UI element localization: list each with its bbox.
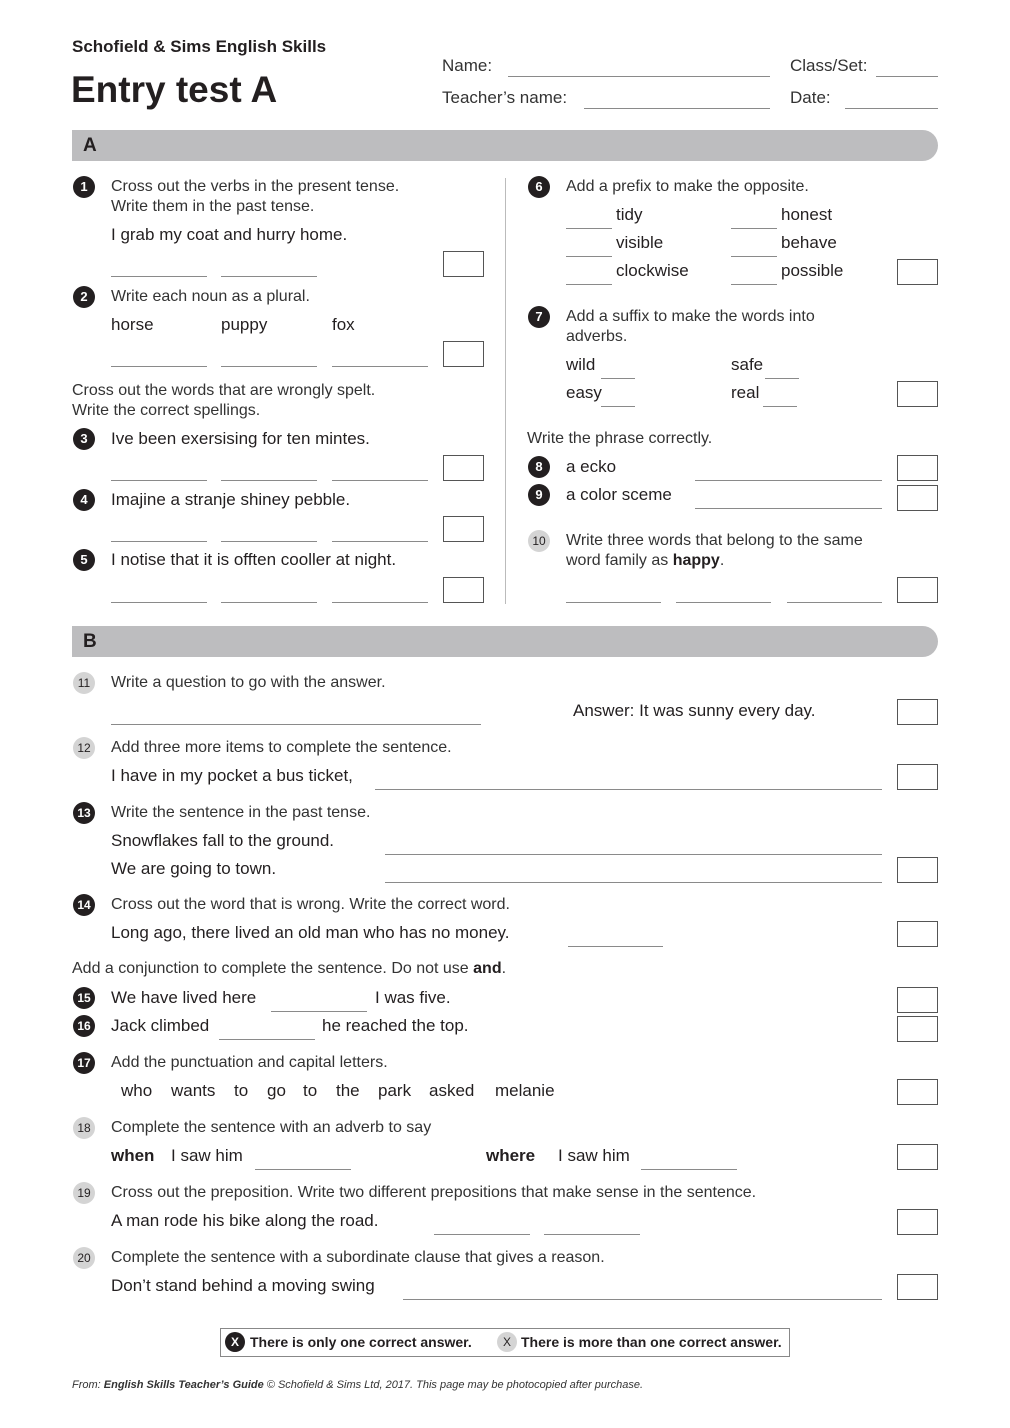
question-6-word-1: tidy — [616, 205, 643, 224]
question-8-number: 8 — [528, 456, 550, 478]
question-5-answer-line-1[interactable] — [111, 602, 207, 603]
question-16-mark-box[interactable] — [897, 1016, 938, 1042]
question-1-instruction-2: Write them in the past tense. — [111, 198, 315, 215]
spelling-instruction-2: Write the correct spellings. — [72, 402, 261, 419]
question-6-instruction: Add a prefix to make the opposite. — [566, 178, 809, 195]
question-2-word-1: horse — [111, 315, 154, 334]
question-9-mark-box[interactable] — [897, 485, 938, 511]
question-13-sentence-2: We are going to town. — [111, 859, 277, 878]
question-19-answer-line-2[interactable] — [544, 1234, 640, 1235]
question-14-mark-box[interactable] — [897, 921, 938, 947]
question-20-answer-line[interactable] — [403, 1299, 882, 1300]
question-7-suffix-line-3[interactable] — [601, 406, 635, 407]
question-3-sentence: Ive been exersising for ten mintes. — [111, 429, 370, 448]
question-1-answer-line-1[interactable] — [111, 276, 207, 277]
question-11-answer-text: Answer: It was sunny every day. — [573, 701, 816, 720]
question-17-word-6: the — [336, 1081, 360, 1100]
question-7-number: 7 — [528, 306, 550, 328]
footer-book-title: English Skills Teacher’s Guide — [103, 1379, 264, 1391]
question-17-number: 17 — [73, 1052, 95, 1074]
question-7-suffix-line-1[interactable] — [601, 378, 635, 379]
question-4-number: 4 — [73, 489, 95, 511]
question-8-mark-box[interactable] — [897, 455, 938, 481]
question-7-word-1: wild — [566, 355, 596, 374]
question-14-instruction: Cross out the word that is wrong. Write the correct word. — [111, 896, 510, 913]
question-6-prefix-line-6[interactable] — [731, 284, 777, 285]
question-18-number: 18 — [73, 1117, 95, 1139]
footer-credit: From: English Skills Teacher’s Guide © Schofield & Sims Ltd, 2017. This page may be photocopied after purchase. — [72, 1379, 644, 1391]
phrase-instruction: Write the phrase correctly. — [527, 430, 713, 447]
question-10-answer-line-1[interactable] — [566, 602, 661, 603]
question-4-mark-box[interactable] — [443, 516, 484, 542]
question-11-number: 11 — [73, 672, 95, 694]
question-4-answer-line-3[interactable] — [332, 541, 428, 542]
question-4-sentence: Imajine a stranje shiney pebble. — [111, 490, 351, 509]
question-18-where-text: I saw him — [558, 1146, 630, 1165]
question-15-mark-box[interactable] — [897, 987, 938, 1013]
question-3-answer-line-2[interactable] — [221, 480, 317, 481]
question-16-number: 16 — [73, 1015, 95, 1037]
question-7-suffix-line-4[interactable] — [763, 406, 797, 407]
question-5-answer-line-2[interactable] — [221, 602, 317, 603]
question-7-instruction-2: adverbs. — [566, 328, 628, 345]
question-14-number: 14 — [73, 894, 95, 916]
question-16-answer-line[interactable] — [219, 1039, 315, 1040]
question-18-instruction: Complete the sentence with an adverb to say — [111, 1119, 432, 1136]
question-15-answer-line[interactable] — [271, 1011, 367, 1012]
question-17-word-2: wants — [171, 1081, 216, 1100]
question-5-sentence: I notise that it is offten cooller at night. — [111, 550, 397, 569]
question-18-when: when — [111, 1146, 155, 1165]
question-4-answer-line-2[interactable] — [221, 541, 317, 542]
question-3-number: 3 — [73, 428, 95, 450]
spelling-instruction-1: Cross out the words that are wrongly spelt. — [72, 382, 376, 399]
series-title: Schofield & Sims English Skills — [72, 37, 327, 56]
question-3-answer-line-3[interactable] — [332, 480, 428, 481]
question-6-word-5: clockwise — [616, 261, 689, 280]
question-13-sentence-1: Snowflakes fall to the ground. — [111, 831, 335, 850]
question-9-number: 9 — [528, 484, 550, 506]
question-17-word-3: to — [234, 1081, 249, 1100]
question-10-answer-line-3[interactable] — [787, 602, 882, 603]
multiple-answer-label: There is more than one correct answer. — [521, 1334, 782, 1350]
question-18-when-line[interactable] — [255, 1169, 351, 1170]
question-14-sentence: Long ago, there lived an old man who has no money. — [111, 923, 510, 942]
question-17-word-9: melanie — [495, 1081, 555, 1100]
question-7-mark-box[interactable] — [897, 381, 938, 407]
question-20-number: 20 — [73, 1247, 95, 1269]
question-6-word-3: visible — [616, 233, 664, 252]
question-11-mark-box[interactable] — [897, 699, 938, 725]
question-17-word-7: park — [378, 1081, 412, 1100]
question-2-answer-line-2[interactable] — [221, 366, 317, 367]
conjunction-keyword: and — [473, 960, 502, 977]
question-12-mark-box[interactable] — [897, 764, 938, 790]
question-3-mark-box[interactable] — [443, 455, 484, 481]
question-17-word-8: asked — [429, 1081, 475, 1100]
column-divider — [505, 178, 506, 604]
question-6-prefix-line-5[interactable] — [566, 284, 612, 285]
section-b-label: B — [83, 631, 97, 652]
question-10-answer-line-2[interactable] — [676, 602, 771, 603]
question-15-after: I was five. — [375, 988, 451, 1007]
question-16-before: Jack climbed — [111, 1016, 210, 1035]
section-a-label: A — [83, 135, 97, 156]
question-7-word-4: real — [731, 383, 760, 402]
question-20-sentence: Don’t stand behind a moving swing — [111, 1276, 375, 1295]
question-1-instruction-1: Cross out the verbs in the present tense. — [111, 178, 400, 195]
question-13-answer-line-1[interactable] — [385, 854, 882, 855]
question-16-after: he reached the top. — [322, 1016, 469, 1035]
question-17-word-1: who — [121, 1081, 153, 1100]
question-2-mark-box[interactable] — [443, 341, 484, 367]
question-12-instruction: Add three more items to complete the sentence. — [111, 739, 452, 756]
question-12-number: 12 — [73, 737, 95, 759]
question-8-answer-line[interactable] — [695, 480, 882, 481]
question-10-instruction-2: word family as happy. — [566, 552, 725, 569]
single-answer-icon: X — [225, 1332, 245, 1352]
question-19-answer-line-1[interactable] — [434, 1234, 530, 1235]
question-13-number: 13 — [73, 802, 95, 824]
question-14-answer-line[interactable] — [568, 946, 663, 947]
question-18-where: where — [486, 1146, 536, 1165]
class-field[interactable] — [876, 76, 938, 77]
date-label: Date: — [790, 88, 831, 107]
question-10-instruction-1: Write three words that belong to the same — [566, 532, 863, 549]
question-2-answer-line-3[interactable] — [332, 366, 428, 367]
teacher-field[interactable] — [584, 108, 770, 109]
question-6-word-2: honest — [781, 205, 833, 224]
question-11-instruction: Write a question to go with the answer. — [111, 674, 386, 691]
question-6-prefix-line-4[interactable] — [731, 256, 777, 257]
question-1-mark-box[interactable] — [443, 251, 484, 277]
question-9-phrase: a color sceme — [566, 485, 672, 504]
question-10-keyword: happy — [672, 552, 720, 569]
question-10-number: 10 — [528, 530, 550, 552]
question-7-suffix-line-2[interactable] — [765, 378, 799, 379]
page-title: Entry test A — [71, 69, 278, 110]
question-18-when-text: I saw him — [171, 1146, 243, 1165]
question-15-number: 15 — [73, 987, 95, 1009]
question-1-answer-line-2[interactable] — [221, 276, 317, 277]
question-1-number: 1 — [73, 176, 95, 198]
question-7-word-2: safe — [731, 355, 764, 374]
question-5-mark-box[interactable] — [443, 577, 484, 603]
question-1-sentence: I grab my coat and hurry home. — [111, 225, 348, 244]
question-6-prefix-line-2[interactable] — [731, 228, 777, 229]
question-6-word-4: behave — [781, 233, 837, 252]
question-18-where-line[interactable] — [641, 1169, 737, 1170]
question-11-answer-line[interactable] — [111, 724, 481, 725]
multiple-answer-icon: X — [497, 1332, 517, 1352]
question-2-number: 2 — [73, 286, 95, 308]
question-9-answer-line[interactable] — [695, 508, 882, 509]
question-2-answer-line-1[interactable] — [111, 366, 207, 367]
name-label: Name: — [442, 56, 493, 75]
question-19-sentence: A man rode his bike along the road. — [111, 1211, 379, 1230]
question-17-instruction: Add the punctuation and capital letters. — [111, 1054, 388, 1071]
question-19-number: 19 — [73, 1182, 95, 1204]
section-b-header — [72, 626, 938, 657]
question-19-instruction: Cross out the preposition. Write two different prepositions that make sense in the sentence. — [111, 1184, 757, 1201]
question-12-answer-line[interactable] — [375, 789, 882, 790]
question-6-prefix-line-3[interactable] — [566, 256, 612, 257]
question-8-phrase: a ecko — [566, 457, 617, 476]
question-6-word-6: possible — [781, 261, 844, 280]
question-20-instruction: Complete the sentence with a subordinate clause that gives a reason. — [111, 1249, 605, 1266]
question-17-mark-box[interactable] — [897, 1079, 938, 1105]
question-13-mark-box[interactable] — [897, 857, 938, 883]
single-answer-label: There is only one correct answer. — [250, 1334, 472, 1350]
class-label: Class/Set: — [790, 56, 868, 75]
section-a-header — [72, 130, 938, 161]
teacher-label: Teacher’s name: — [442, 88, 568, 107]
question-6-number: 6 — [528, 176, 550, 198]
question-5-number: 5 — [73, 549, 95, 571]
question-2-word-2: puppy — [221, 315, 268, 334]
question-17-word-5: to — [303, 1081, 318, 1100]
question-3-answer-line-1[interactable] — [111, 480, 207, 481]
question-7-instruction-1: Add a suffix to make the words into — [566, 308, 815, 325]
question-19-mark-box[interactable] — [897, 1209, 938, 1235]
question-7-word-3: easy — [566, 383, 602, 402]
date-field[interactable] — [845, 108, 938, 109]
question-13-answer-line-2[interactable] — [385, 882, 882, 883]
question-13-instruction: Write the sentence in the past tense. — [111, 804, 371, 821]
question-12-sentence: I have in my pocket a bus ticket, — [111, 766, 353, 785]
question-2-word-3: fox — [332, 315, 355, 334]
question-17-word-4: go — [267, 1081, 286, 1100]
question-6-mark-box[interactable] — [897, 259, 938, 285]
question-4-answer-line-1[interactable] — [111, 541, 207, 542]
question-10-mark-box[interactable] — [897, 577, 938, 603]
question-18-mark-box[interactable] — [897, 1144, 938, 1170]
question-20-mark-box[interactable] — [897, 1274, 938, 1300]
conjunction-instruction: Add a conjunction to complete the sentence. Do not use and. — [72, 960, 507, 977]
question-2-instruction: Write each noun as a plural. — [111, 288, 310, 305]
question-6-prefix-line-1[interactable] — [566, 228, 612, 229]
question-5-answer-line-3[interactable] — [332, 602, 428, 603]
name-field[interactable] — [508, 76, 770, 77]
question-15-before: We have lived here — [111, 988, 257, 1007]
